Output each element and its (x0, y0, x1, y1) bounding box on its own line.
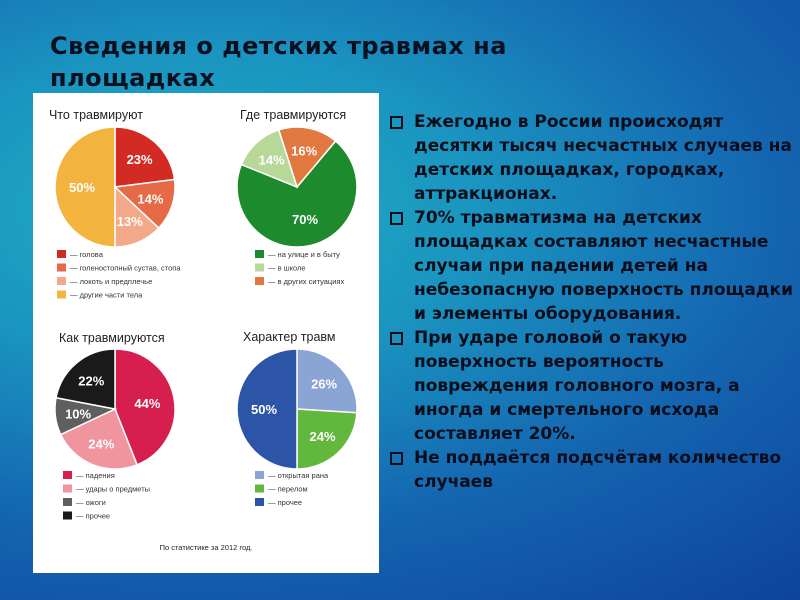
bullet-list (388, 110, 793, 600)
slice-value-label: 14% (137, 191, 164, 207)
legend-swatch (57, 277, 66, 285)
slice-value-label: 24% (88, 436, 115, 452)
legend-label: — локоть и предплечье (70, 277, 153, 286)
legend-swatch (63, 498, 72, 506)
slice-value-label: 22% (78, 373, 105, 389)
bullet-item (388, 206, 793, 326)
legend-label: — голова (70, 250, 103, 259)
legend-swatch (63, 512, 72, 520)
slice-value-label: 13% (116, 214, 143, 230)
bullet-item (388, 326, 793, 446)
legend-label: — падения (76, 471, 115, 480)
pie-charts (33, 93, 379, 573)
slice-value-label: 14% (258, 152, 285, 168)
bullet-text: 70% травматизма на детских площадках составляют несчастные случаи при падении детей на небезопасную поверхность площадки и элементы оборудования. (414, 208, 793, 324)
legend-swatch (255, 264, 264, 272)
chart-title: Как травмируются (59, 331, 165, 345)
charts-panel (33, 93, 379, 573)
slice-value-label: 23% (126, 152, 153, 168)
legend-swatch (63, 485, 72, 493)
legend-label: — ожоги (76, 498, 106, 507)
footnote: По статистике за 2012 год. (159, 543, 253, 552)
legend-swatch (57, 291, 66, 299)
slice-value-label: 16% (291, 143, 318, 159)
legend-swatch (57, 250, 66, 258)
legend-swatch (255, 485, 264, 493)
bullet-item (388, 446, 793, 494)
slice-value-label: 24% (309, 429, 336, 445)
legend-label: — в других ситуациях (268, 277, 345, 286)
checkbox-bullet-icon (390, 332, 403, 345)
slice-value-label: 44% (134, 395, 161, 411)
legend-swatch (57, 264, 66, 272)
legend-swatch (255, 471, 264, 479)
checkbox-bullet-icon (390, 212, 403, 225)
bullet-text: При ударе головой о такую поверхность вероятность повреждения головного мозга, а иногда и смертельного исхода составляет 20%. (414, 328, 740, 444)
bullet-text: Не поддаётся подсчётам количество случаев (414, 448, 782, 492)
bullet-text: Ежегодно в России происходят десятки тысяч несчастных случаев на детских площадках, городках, аттракционах. (414, 112, 792, 204)
legend-swatch (255, 250, 264, 258)
checkbox-bullet-icon (390, 452, 403, 465)
legend-label: — в школе (268, 263, 306, 273)
chart-title: Что травмируют (49, 108, 143, 122)
legend-label: — прочее (76, 511, 111, 521)
legend-label: — перелом (268, 484, 308, 494)
slice-value-label: 10% (65, 406, 92, 422)
legend-swatch (255, 498, 264, 506)
slice-value-label: 50% (250, 402, 278, 417)
legend-label: — голеностопный сустав, стопа (70, 263, 181, 273)
legend-swatch (255, 277, 264, 285)
slice-value-label: 70% (291, 212, 319, 227)
chart-title: Где травмируются (240, 108, 347, 122)
chart-title: Характер травм (243, 330, 336, 344)
slide-title: Сведения о детских травмах на площадках (50, 32, 507, 92)
slice-value-label: 26% (311, 376, 338, 392)
legend-swatch (63, 471, 72, 479)
legend-label: — другие части тела (70, 290, 143, 300)
slice-value-label: 50% (68, 180, 96, 195)
legend-label: — на улице и в быту (268, 250, 340, 259)
bullet-item (388, 110, 793, 206)
legend-label: — удары о предметы (76, 484, 151, 494)
legend-label: — открытая рана (268, 471, 329, 480)
legend-label: — прочее (268, 498, 303, 507)
checkbox-bullet-icon (390, 116, 403, 129)
